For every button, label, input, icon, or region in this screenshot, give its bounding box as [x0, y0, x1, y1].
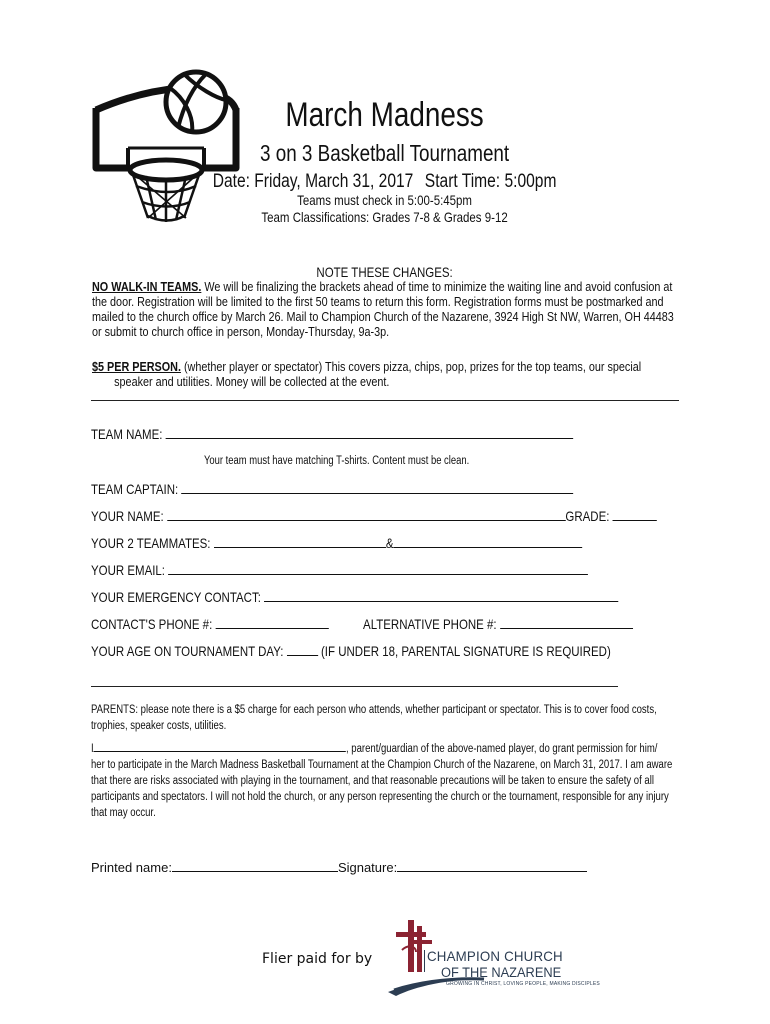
- email-label: YOUR EMAIL:: [91, 562, 166, 578]
- event-date-line: [0, 171, 769, 193]
- permission-paragraph: [91, 741, 674, 821]
- age-note: (IF UNDER 18, PARENTAL SIGNATURE IS REQUIRED): [320, 643, 611, 659]
- age-row: [91, 643, 611, 659]
- tshirt-note: Your team must have matching T-shirts. Content must be clean.: [204, 455, 470, 467]
- alt-phone-label: ALTERNATIVE PHONE #:: [363, 616, 497, 632]
- emergency-row: [91, 589, 618, 605]
- age-field[interactable]: [287, 643, 318, 656]
- team-captain-field[interactable]: [181, 481, 573, 494]
- contact-phone-field[interactable]: [215, 616, 328, 629]
- divider: [91, 400, 679, 401]
- price-text: (whether player or spectator) This covers pizza, chips, pop, prizes for the top teams, our special: [180, 359, 642, 374]
- signature-label: Signature:: [337, 860, 398, 875]
- event-date: Date: Friday, March 31, 2017: [212, 171, 414, 192]
- teammate-1-field[interactable]: [214, 535, 386, 548]
- team-captain-label: TEAM CAPTAIN:: [91, 481, 179, 497]
- grade-label: GRADE:: [565, 508, 610, 524]
- page-subtitle: 3 on 3 Basketball Tournament: [259, 140, 510, 166]
- team-classifications: Team Classifications: Grades 7-8 & Grades 9-12: [261, 209, 508, 225]
- teammates-row: [91, 535, 582, 551]
- walkin-text: We will be finalizing the brackets ahead of time to minimize the waiting line and avoid confusion at the door. Registration will be limited to the first 50 teams to return this form. Registration forms must be postmarked and mailed to the church office by March 26. Mail to Champion Church of the Nazarene, 3924 High St NW, Warren, OH 44483 or submit to church office in person, Monday-Thursday, 9a-3p.: [92, 279, 674, 339]
- emergency-label: YOUR EMERGENCY CONTACT:: [91, 589, 261, 605]
- start-time: Start Time: 5:00pm: [424, 171, 557, 192]
- teammates-label: YOUR 2 TEAMMATES:: [91, 535, 211, 551]
- your-name-field[interactable]: [167, 508, 566, 521]
- price-text-continued: speaker and utilities. Money will be collected at the event.: [114, 374, 390, 389]
- teammates-amp: &: [385, 535, 394, 551]
- grade-field[interactable]: [613, 508, 657, 521]
- contact-phone-label: CONTACT'S PHONE #:: [91, 616, 213, 632]
- signature-field[interactable]: [397, 861, 587, 872]
- your-name-label: YOUR NAME:: [91, 508, 164, 524]
- parents-charge-note: PARENTS: please note there is a $5 charge for each person who attends, whether participant or spectator. This is to cover food costs, trophies, speaker costs, utilities.: [91, 704, 657, 732]
- notes-heading: NOTE THESE CHANGES:: [316, 264, 453, 280]
- printed-name-field[interactable]: [172, 861, 338, 872]
- teammate-2-field[interactable]: [394, 535, 583, 548]
- your-name-row: [91, 508, 657, 524]
- price-paragraph: [92, 359, 674, 389]
- age-label: YOUR AGE ON TOURNAMENT DAY:: [91, 643, 284, 659]
- guardian-name-field[interactable]: [94, 742, 346, 752]
- church-name-line1: CHAMPION CHURCH: [427, 948, 563, 964]
- team-name-row: [91, 426, 573, 442]
- parent-signature-line[interactable]: [91, 686, 618, 687]
- price-label: $5 PER PERSON.: [92, 359, 181, 374]
- team-name-label: TEAM NAME:: [91, 426, 163, 442]
- checkin-time: Teams must check in 5:00-5:45pm: [297, 192, 472, 208]
- email-row: [91, 562, 588, 578]
- flier-credit: Flier paid for by: [262, 951, 373, 967]
- church-name-line2: OF THE NAZARENE: [441, 965, 562, 980]
- church-tagline: GROWING IN CHRIST, LOVING PEOPLE, MAKING DISCIPLES: [446, 981, 600, 987]
- email-field[interactable]: [168, 562, 588, 575]
- walkin-label: NO WALK-IN TEAMS.: [92, 279, 202, 294]
- emergency-field[interactable]: [264, 589, 618, 602]
- phone-row: [91, 616, 633, 632]
- permission-prefix: I: [91, 743, 94, 755]
- page-title: March Madness: [285, 96, 484, 134]
- alt-phone-field[interactable]: [500, 616, 633, 629]
- walkin-paragraph: [92, 279, 674, 339]
- printed-name-label: Printed name:: [91, 860, 172, 875]
- signature-row: [91, 860, 587, 875]
- team-captain-row: [91, 481, 573, 497]
- team-name-field[interactable]: [166, 426, 574, 439]
- permission-text: , parent/guardian of the above-named player, do grant permission for him/ her to participate in the March Madness Basketball Tournament at the Champion Church of the Nazarene, on March 31, 2017. I am aware that there are risks associated with playing in the tournament, and that reasonable precautions will be taken to ensure the safety of all participants and spectators. I will not hold the church, or any person representing the church or the tournament, responsible for any injury that may occur.: [91, 743, 673, 819]
